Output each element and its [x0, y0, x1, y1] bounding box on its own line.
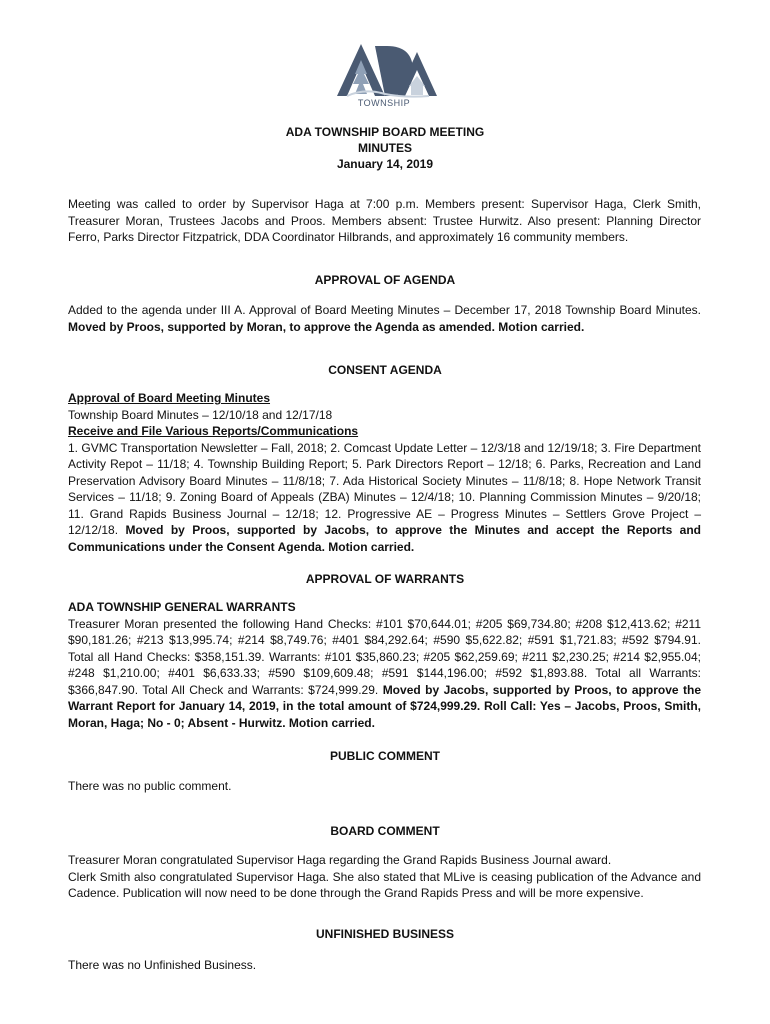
- title-line-1: ADA TOWNSHIP BOARD MEETING: [285, 125, 485, 139]
- unfinished-business-text: There was no Unfinished Business.: [68, 958, 257, 972]
- warrants-heading: APPROVAL OF WARRANTS: [305, 572, 465, 586]
- approval-agenda-paragraph: [68, 302, 701, 335]
- approval-agenda-heading: APPROVAL OF AGENDA: [314, 273, 456, 287]
- warrants-text: Treasurer Moran presented the following Hand Checks: #101 $70,644.01; #205 $69,734.80; #208 $12,413.62; #211 $90,181.26; #213 $13,995.74; #214 $8,749.76; #401 $84,292.64; #590 $5,622.82; #591 $1,721.83; #592 $794.91. Total all Hand Checks: $358,151.39. Warrants: #101 $35,860.23; #205 $62,259.69; #211 $2,230.25; #214 $2,955.04; #248 $1,210.00; #401 $6,633.33; #590 $109,609.48; #591 $144,196.00; #592 $1,893.88. Total all Warrants: $366,847.90. Total All Check and Warrants: $724,999.29.: [68, 616, 701, 697]
- ada-township-logo: [325, 38, 443, 110]
- document-title: [0, 124, 770, 172]
- consent-minutes-text: Township Board Minutes – 12/10/18 and 12/17/18: [68, 407, 333, 422]
- public-comment-heading: PUBLIC COMMENT: [330, 749, 440, 763]
- consent-sub-minutes: Approval of Board Meeting Minutes: [68, 391, 271, 405]
- public-comment-text: There was no public comment.: [68, 779, 232, 793]
- intro-paragraph: Meeting was called to order by Supervisor Haga at 7:00 p.m. Members present: Supervisor Haga, Clerk Smith, Treasurer Moran, Trustees Jacobs and Proos. Members absent: Trustee Hurwitz. Also present: Planning Director Ferro, Parks Director Fitzpatrick, DDA Coordinator Hilbrands, and approximately 16 community members.: [68, 197, 701, 244]
- consent-motion: Moved by Proos, supported by Jacobs, to approve the Minutes and accept the Reports and Communications under the Consent Agenda. Motion carried.: [68, 523, 701, 554]
- consent-reports-text: 1. GVMC Transportation Newsletter – Fall, 2018; 2. Comcast Update Letter – 12/3/18 and 12/19/18; 3. Fire Department Activity Repot – 11/18; 4. Township Building Report; 5. Park Directors Report – 12/18; 6. Parks, Recreation and Land Preservation Advisory Board Minutes – 11/8/18; 7. Ada Historical Society Minutes – 11/8/18; 8. Hope Network Transit Services – 11/18; 9. Zoning Board of Appeals (ZBA) Minutes – 12/4/18; 10. Planning Commission Minutes – 9/20/18; 11. Grand Rapids Business Journal – 12/18; 12. Progressive AE – Progress Minutes – Settlers Grove Project – 12/12/18.: [68, 440, 701, 537]
- consent-agenda-heading: CONSENT AGENDA: [328, 363, 442, 377]
- title-line-2: MINUTES: [358, 141, 412, 155]
- board-comment-paragraph: [68, 852, 701, 902]
- logo-mark-icon: [325, 38, 443, 100]
- approval-agenda-motion: Moved by Proos, supported by Moran, to approve the Agenda as amended. Motion carried.: [68, 319, 585, 334]
- approval-agenda-text: Added to the agenda under III A. Approval of Board Meeting Minutes – December 17, 2018 Township Board Minutes.: [68, 303, 701, 317]
- board-comment-line-2: Clerk Smith also congratulated Supervisor Haga. She also stated that MLive is ceasing publication of the Advance and Cadence. Publication will now need to be done through the Grand Rapids Press and will be more expensive.: [68, 869, 701, 900]
- board-comment-heading: BOARD COMMENT: [330, 824, 440, 838]
- warrants-sub: ADA TOWNSHIP GENERAL WARRANTS: [68, 600, 296, 614]
- title-date: January 14, 2019: [336, 157, 434, 171]
- warrants-paragraph: [68, 599, 701, 731]
- warrants-motion: Moved by Jacobs, supported by Proos, to approve the Warrant Report for January 14, 2019, in the total amount of $724,999.29. Roll Call: Yes – Jacobs, Proos, Smith, Moran, Haga; No - 0; Absent - Hurwitz. Motion carried.: [68, 682, 701, 730]
- board-comment-line-1: Treasurer Moran congratulated Supervisor Haga regarding the Grand Rapids Business Journal award.: [68, 853, 612, 867]
- consent-agenda-paragraph: [68, 390, 701, 555]
- consent-sub-reports: Receive and File Various Reports/Communications: [68, 424, 359, 438]
- unfinished-business-heading: UNFINISHED BUSINESS: [315, 927, 455, 941]
- logo-wordmark: TOWNSHIP: [357, 98, 411, 108]
